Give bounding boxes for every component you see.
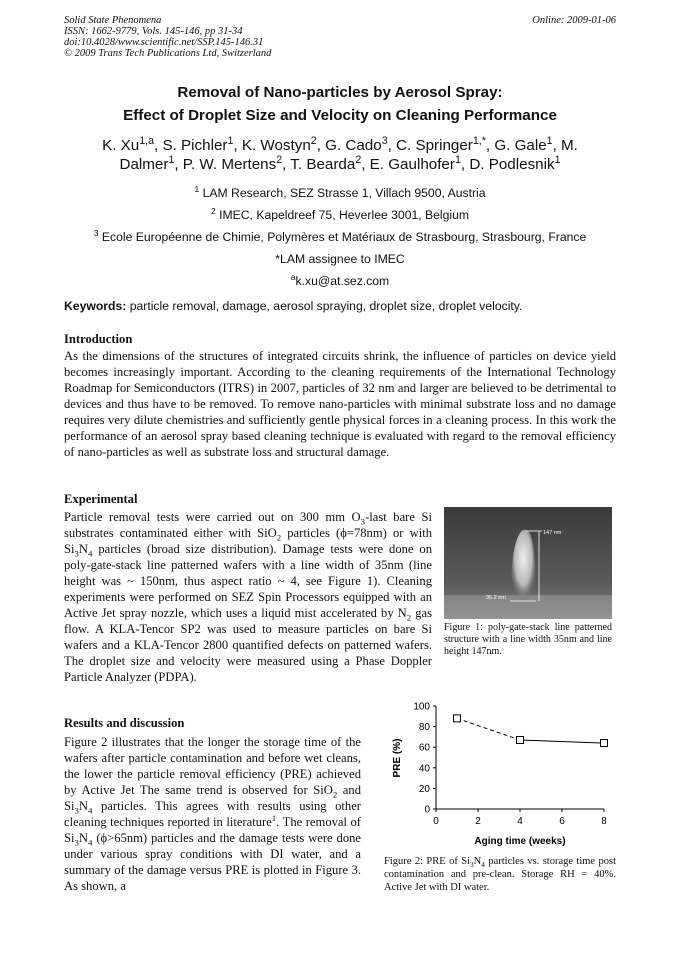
text-run: particles vs. storage time post contamination and pre-clean. Storage RH = 40%. Active Jet with DI water. xyxy=(384,856,617,893)
text-run: N xyxy=(78,831,89,845)
author-sup: 1 xyxy=(227,134,234,147)
author-list xyxy=(64,136,616,174)
author-line-1 xyxy=(64,136,616,155)
subscript: 3 xyxy=(74,548,79,559)
pre-chart xyxy=(384,696,616,850)
author: , G. Gale xyxy=(485,137,547,154)
author: , K. Wostyn xyxy=(233,137,311,154)
affiliation-3 xyxy=(64,226,616,248)
author-line-2 xyxy=(64,155,616,174)
results-text xyxy=(64,734,361,894)
corresponding-email xyxy=(64,270,616,292)
chart-ticks xyxy=(413,702,607,828)
email-text[interactable]: k.xu@at.sez.com xyxy=(295,274,390,288)
text-run: (ϕ>65nm) particles and the damage tests were done under various spray conditions with DI water, and a summary of the damage versus PRE is plotted in Figure 3. As shown, a xyxy=(64,831,361,893)
y-tick-label: 40 xyxy=(418,763,430,775)
results-heading: Results and discussion xyxy=(64,716,185,730)
x-tick-label: 6 xyxy=(559,816,565,827)
author-sup: 2 xyxy=(310,134,317,147)
text-run: Figure 2: PRE of Si xyxy=(384,856,470,867)
height-label: 147 nm xyxy=(543,530,562,536)
author-sup: 1 xyxy=(554,153,561,166)
text-run: particles. This agrees with results using other cleaning techniques reported in literature xyxy=(64,799,361,829)
copyright: © 2009 Trans Tech Publications Ltd, Switzerland xyxy=(64,48,272,59)
author-sup: 1 xyxy=(168,153,175,166)
subscript: 4 xyxy=(88,548,93,559)
author-sup: 1,* xyxy=(472,134,486,147)
width-label: 35.2 nm xyxy=(486,595,506,601)
text-run: Particle removal tests were carried out on 300 mm O xyxy=(64,510,361,524)
journal-header xyxy=(64,15,616,59)
text-run: Figure 2 illustrates that the longer the storage time of the wafers after particle contamination and before wet cleans, the lower the particle removal efficiency (PRE) achieved by Active Jet The same trend is observed for SiO xyxy=(64,735,361,797)
chart-axes xyxy=(436,706,604,809)
keywords-text: particle removal, damage, aerosol spraying, droplet size, droplet velocity. xyxy=(126,299,523,313)
subscript: 2 xyxy=(276,532,282,543)
y-tick-label: 20 xyxy=(418,783,430,795)
subscript: 3 xyxy=(74,837,79,848)
affiliations xyxy=(64,182,616,292)
experimental-heading: Experimental xyxy=(64,492,138,506)
y-tick-label: 60 xyxy=(418,742,430,754)
author: , C. Springer xyxy=(387,137,473,154)
subscript: 4 xyxy=(88,805,93,816)
author: , E. Gaulhofer xyxy=(361,156,455,173)
title-line-2: Effect of Droplet Size and Velocity on Cleaning Performance xyxy=(123,107,557,124)
affiliation-2 xyxy=(64,204,616,226)
superscript: 1 xyxy=(271,812,277,823)
experimental-text xyxy=(64,509,432,685)
subscript: 3 xyxy=(360,516,366,527)
subscript: 2 xyxy=(406,612,412,623)
author: , D. Podlesnik xyxy=(460,156,555,173)
paper-title xyxy=(64,81,616,127)
author: , T. Bearda xyxy=(282,156,356,173)
author-sup: 2 xyxy=(355,153,362,166)
doi: doi:10.4028/www.scientific.net/SSP.145-146.31 xyxy=(64,37,264,48)
y-tick-label: 0 xyxy=(424,804,430,816)
text-run: N xyxy=(473,856,482,867)
issn: ISSN: 1662-9779, Vols. 145-146, pp 31-34 xyxy=(64,26,243,37)
affiliation-text: LAM Research, SEZ Strasse 1, Villach 9500, Austria xyxy=(199,186,486,200)
text-run: N xyxy=(78,542,89,556)
data-point xyxy=(517,736,524,743)
affiliation-sup: 1 xyxy=(194,183,200,194)
x-axis-label: Aging time (weeks) xyxy=(474,836,566,847)
text-run: -last bare Si substrates contaminated either with SiO xyxy=(64,510,432,540)
author-sup: 3 xyxy=(381,134,388,147)
author: , P. W. Mertens xyxy=(174,156,277,173)
author-sup: 2 xyxy=(276,153,283,166)
author-sup: 1 xyxy=(454,153,461,166)
subscript: 3 xyxy=(74,805,79,816)
text-run: . The removal of Si xyxy=(64,815,362,845)
series-segment xyxy=(457,718,520,740)
x-tick-label: 4 xyxy=(517,816,523,827)
data-point xyxy=(601,740,608,747)
subscript: 3 xyxy=(470,860,474,870)
text-run: particles (broad size distribution). Damage tests were done on poly-gate-stack line patterned wafers with a line width of 35nm (line height was ~ 150nm, thus aspect ratio ~ 4, see Figure 1). Cleaning experiments were performed on SEZ Spin Processors equipped with an Active Jet spray nozzle, which uses a liquid mist accelerated by N xyxy=(64,542,432,620)
author: K. Xu xyxy=(102,137,140,154)
affiliation-sup: 2 xyxy=(210,205,216,216)
affiliation-sup: 3 xyxy=(93,227,99,238)
author-sup: 1,a xyxy=(139,134,155,147)
keywords-label: Keywords: xyxy=(64,299,127,313)
figure-1-caption: Figure 1: poly-gate-stack line patterned structure with a line width 35nm and line height 147nm. xyxy=(444,622,612,657)
y-tick-label: 100 xyxy=(413,701,430,713)
x-tick-label: 2 xyxy=(475,816,481,827)
x-tick-label: 8 xyxy=(601,816,607,827)
email-sup: a xyxy=(290,271,296,282)
text-run: and Si xyxy=(64,783,361,813)
keywords xyxy=(64,299,616,313)
affiliation-text: Ecole Européenne de Chimie, Polymères et Matériaux de Strasbourg, Strasbourg, France xyxy=(98,230,587,244)
affiliation-text: IMEC, Kapeldreef 75, Heverlee 3001, Belgium xyxy=(215,208,470,222)
author: , G. Cado xyxy=(316,137,382,154)
title-line-1: Removal of Nano-particles by Aerosol Spray: xyxy=(177,84,503,101)
affiliation-note: *LAM assignee to IMEC xyxy=(275,252,405,266)
series-segment xyxy=(520,740,604,743)
figure-2-caption xyxy=(384,855,616,894)
author: , M. xyxy=(552,137,578,154)
author: Dalmer xyxy=(119,156,169,173)
x-tick-label: 0 xyxy=(433,816,439,827)
subscript: 4 xyxy=(88,837,93,848)
subscript: 4 xyxy=(481,860,485,870)
sem-image xyxy=(444,507,612,619)
data-point xyxy=(454,715,461,722)
text-run: N xyxy=(78,799,89,813)
affiliation-1 xyxy=(64,182,616,204)
y-axis-label: PRE (%) xyxy=(392,738,403,778)
subscript: 2 xyxy=(332,789,338,800)
introduction-heading: Introduction xyxy=(64,332,133,346)
online-date: Online: 2009-01-06 xyxy=(532,15,616,26)
chart-series xyxy=(454,715,608,747)
journal-name: Solid State Phenomena xyxy=(64,15,162,26)
author: , S. Pichler xyxy=(154,137,228,154)
introduction-text: As the dimensions of the structures of integrated circuits shrink, the influence of particles on device yield becomes increasingly important. According to the cleaning requirements of the International Technology Roadmap for Semiconductors (ITRS) in 2007, particles of 32 nm and larger are believed to be detrimental to devices and thus have to be removed. To remove nano-particles with minimal substrate loss and no damage requires very dilute chemistries and sufficiently gentle physical forces in a cleaning process. In this work the performance of an aerosol spray based cleaning technique is evaluated with regard to the removal efficiency of nano-particles as well as substrate loss and structural damage. xyxy=(64,349,616,459)
text-run: gas flow. A KLA-Tencor SP2 was used to measure particles on bare Si wafers and a KLA-Tencor 2800 quantified defects on patterned wafers. The droplet size and velocity were measured using a Phase Doppler Particle Analyzer (PDPA). xyxy=(64,606,432,684)
y-tick-label: 80 xyxy=(418,722,430,734)
author-sup: 1 xyxy=(546,134,553,147)
text-run: particles (ϕ=78nm) or with Si xyxy=(64,526,432,556)
